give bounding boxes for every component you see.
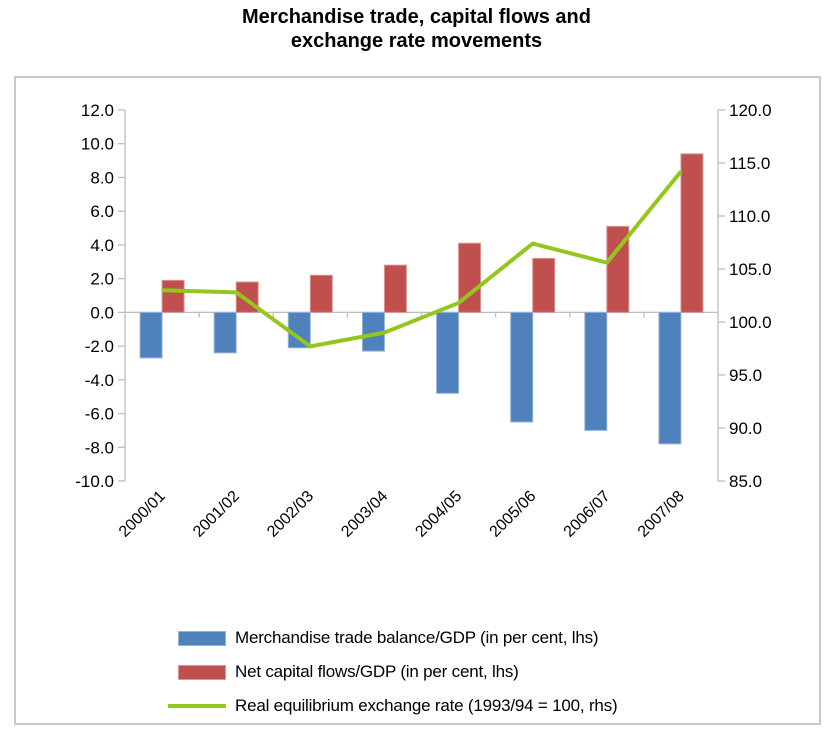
right-axis-tick-label: 115.0 bbox=[729, 154, 771, 173]
capital-flows-bar bbox=[162, 280, 184, 312]
trade-balance-bar bbox=[214, 312, 236, 352]
capital-flows-bar bbox=[384, 265, 406, 312]
legend-item-trade-balance bbox=[178, 621, 617, 655]
trade-balance-bar bbox=[659, 312, 681, 444]
right-axis-tick-label: 85.0 bbox=[729, 472, 763, 491]
trade-balance-bar bbox=[437, 312, 459, 393]
trade-balance-bar bbox=[585, 312, 607, 430]
category-label: 2006/07 bbox=[560, 487, 614, 541]
capital-flows-bar bbox=[310, 275, 332, 312]
chart-title-line2: exchange rate movements bbox=[290, 30, 543, 52]
category-label: 2007/08 bbox=[634, 487, 688, 541]
legend-label-exchange-rate: Real equilibrium exchange rate (1993/94 = 100, rhs) bbox=[235, 696, 618, 715]
legend-label-capital-flows: Net capital flows/GDP (in per cent, lhs) bbox=[235, 662, 519, 681]
right-axis-tick-label: 120.0 bbox=[729, 101, 772, 120]
left-axis-tick-label: -2.0 bbox=[84, 337, 114, 357]
left-axis-tick-label: 12.0 bbox=[80, 101, 114, 120]
left-axis-tick-label: -4.0 bbox=[84, 370, 114, 390]
left-axis-tick-label: 0.0 bbox=[90, 303, 114, 323]
right-axis-tick-label: 100.0 bbox=[729, 313, 772, 332]
trade-balance-bar bbox=[511, 312, 533, 422]
legend-swatch-exchange-rate-line bbox=[168, 704, 226, 708]
left-axis-tick-label: 2.0 bbox=[90, 269, 114, 289]
legend-item-capital-flows bbox=[178, 655, 617, 689]
right-axis-tick-label: 105.0 bbox=[729, 260, 772, 279]
left-axis-tick-label: -10.0 bbox=[75, 472, 114, 491]
left-axis-tick-label: 6.0 bbox=[90, 202, 114, 222]
legend-swatch-capital-flows bbox=[178, 665, 226, 680]
chart-frame bbox=[14, 76, 821, 725]
category-label: 2000/01 bbox=[115, 487, 169, 541]
chart-legend bbox=[178, 621, 617, 723]
legend-swatch-trade-balance bbox=[178, 631, 226, 646]
category-label: 2005/06 bbox=[486, 487, 540, 541]
capital-flows-bar bbox=[681, 154, 703, 313]
chart-title-line1: Merchandise trade, capital flows and bbox=[242, 6, 591, 28]
trade-balance-bar bbox=[140, 312, 162, 358]
category-label: 2001/02 bbox=[190, 487, 244, 541]
left-axis-tick-label: 10.0 bbox=[80, 134, 114, 154]
category-label: 2003/04 bbox=[338, 487, 392, 541]
legend-label-trade-balance: Merchandise trade balance/GDP (in per cent, lhs) bbox=[235, 628, 599, 647]
right-axis-tick-label: 110.0 bbox=[729, 207, 771, 226]
chart-title bbox=[0, 5, 833, 53]
right-axis-tick-label: 95.0 bbox=[729, 366, 763, 385]
capital-flows-bar bbox=[533, 258, 555, 312]
left-axis-tick-label: 8.0 bbox=[90, 168, 114, 188]
right-axis-tick-label: 90.0 bbox=[729, 419, 763, 438]
category-label: 2002/03 bbox=[264, 487, 318, 541]
category-label: 2004/05 bbox=[412, 487, 466, 541]
left-axis-tick-label: -8.0 bbox=[84, 438, 114, 458]
legend-item-exchange-rate bbox=[178, 689, 617, 723]
left-axis-tick-label: -6.0 bbox=[84, 404, 114, 424]
left-axis-tick-label: 4.0 bbox=[90, 235, 114, 255]
